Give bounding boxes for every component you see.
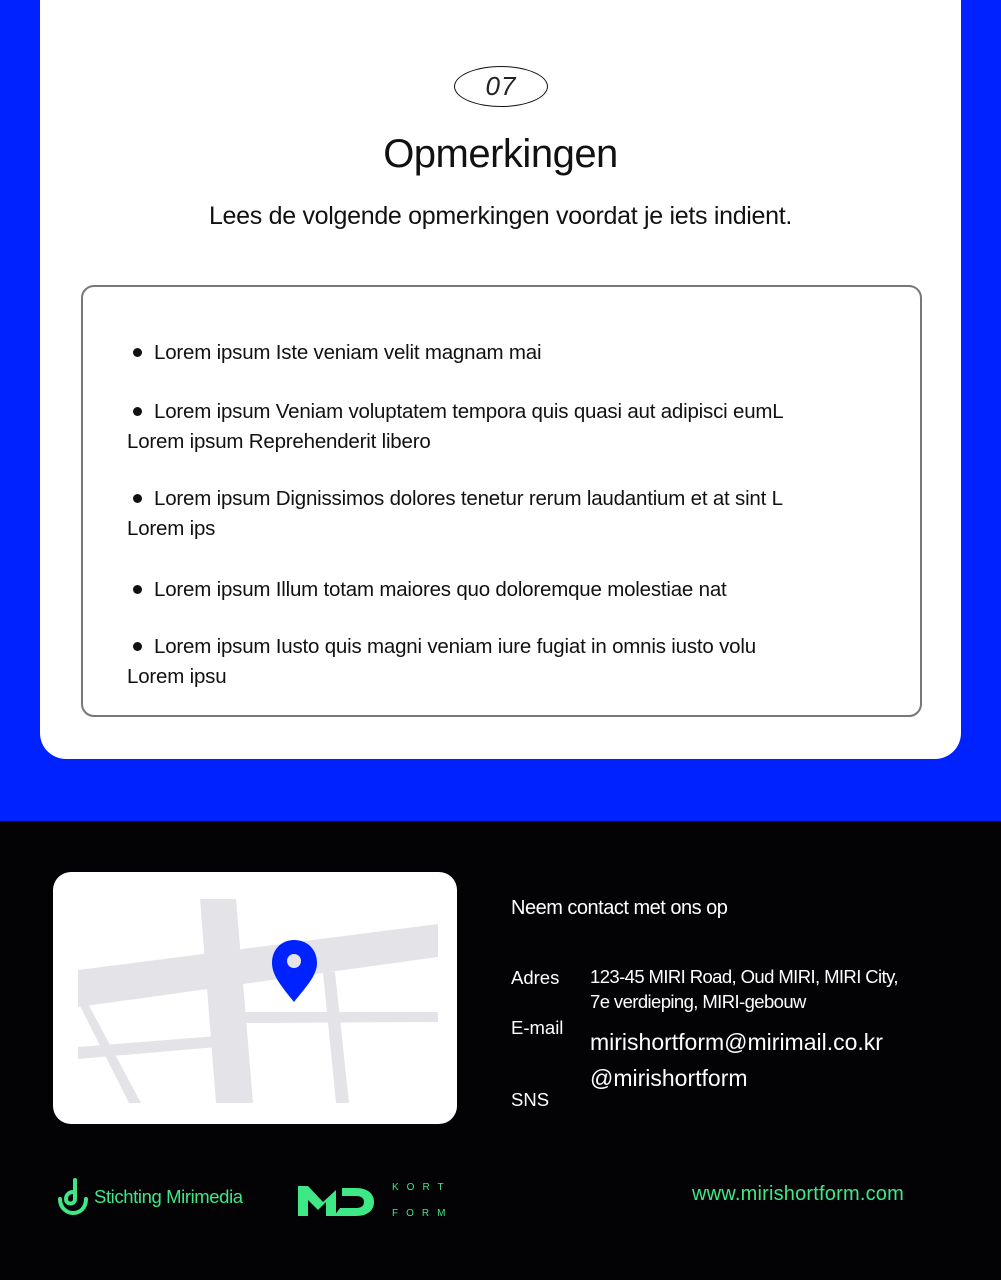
foundation-name: Stichting Mirimedia: [94, 1186, 243, 1207]
page-subtitle: Lees de volgende opmerkingen voordat je iets indient.: [208, 202, 793, 230]
address-label: Adres: [511, 967, 560, 988]
address-value: 123-45 MIRI Road, Oud MIRI, MIRI City, 7e verdieping, MIRI-gebouw: [590, 966, 898, 1012]
bullet-icon: [133, 642, 142, 651]
website-link[interactable]: www.mirishortform.com: [692, 1183, 904, 1205]
sns-label: SNS: [511, 1089, 550, 1110]
kortform-logo: [298, 1175, 453, 1227]
email-label: E-mail: [511, 1017, 564, 1038]
kortform-logo-icon: [298, 1184, 376, 1218]
foundation-logo: [56, 1177, 243, 1217]
kortform-wordmark: KORT FORM: [392, 1182, 454, 1219]
contact-title: Neem contact met ons op: [511, 897, 728, 919]
foundation-logo-icon: [56, 1177, 90, 1217]
section-number-badge: [454, 66, 548, 107]
bullet-icon: [133, 407, 142, 416]
sns-handle[interactable]: @mirishortform: [590, 1065, 748, 1091]
bullet-icon: [133, 494, 142, 503]
list-item: Lorem ipsum Illum totam maiores quo doloremque molestiae nat: [127, 575, 887, 605]
list-item: Lorem ipsum Iste veniam velit magnam mai: [127, 338, 887, 368]
bullet-icon: [133, 348, 142, 357]
list-item: Lorem ipsum Iusto quis magni veniam iure fugiat in omnis iusto volu Lorem ipsu: [127, 635, 756, 688]
email-link[interactable]: mirishortform@mirimail.co.kr: [590, 1029, 883, 1055]
list-item: Lorem ipsum Veniam voluptatem tempora quis quasi aut adipisci eumL Lorem ipsum Reprehenderit libero: [127, 400, 784, 453]
map-illustration: [53, 872, 457, 1124]
location-pin-icon: [272, 940, 317, 1002]
section-number: 07: [485, 71, 517, 101]
notes-list: [81, 285, 922, 717]
list-item: Lorem ipsum Dignissimos dolores tenetur rerum laudantium et at sint L Lorem ips: [127, 487, 783, 540]
page-title: Opmerkingen: [383, 132, 618, 176]
bullet-icon: [133, 585, 142, 594]
map-card[interactable]: [53, 872, 457, 1124]
